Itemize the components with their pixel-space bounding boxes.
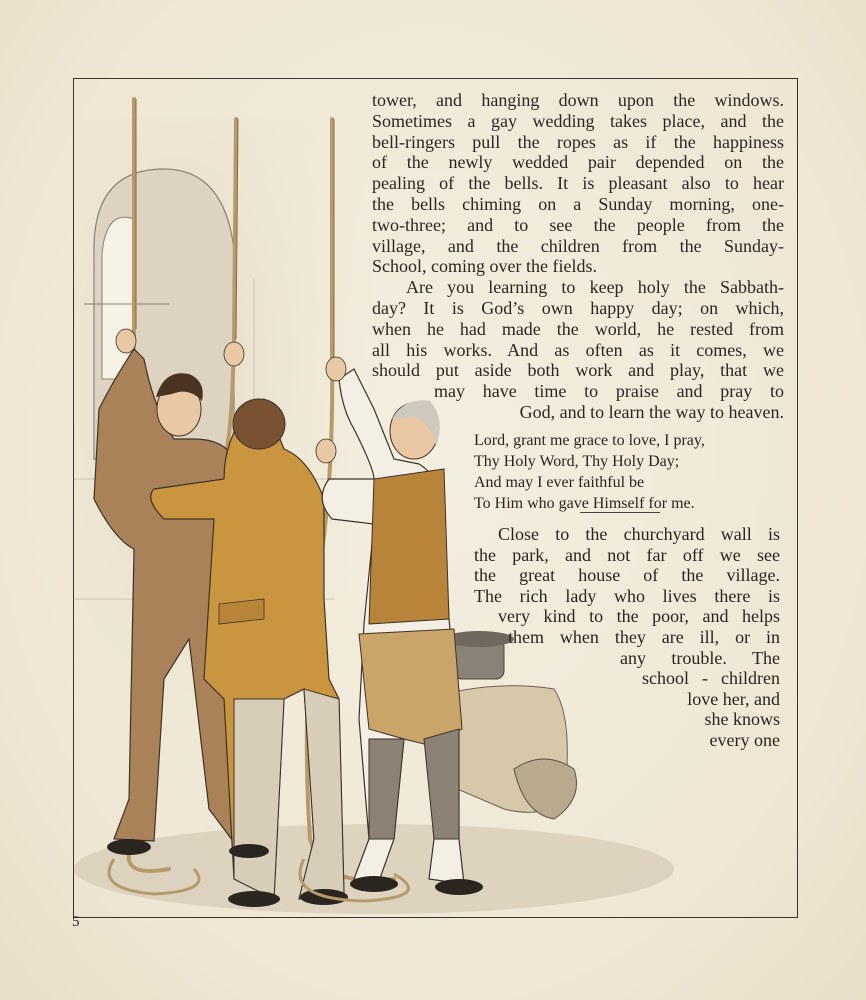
text-line: the bells chiming on a Sunday morning, one- (372, 193, 784, 214)
text-line: school - children (642, 668, 780, 689)
paragraph-block-3 (474, 524, 780, 751)
text-line: pealing of the bells. It is pleasant also to hear (372, 173, 784, 194)
paragraph-block-1 (372, 90, 784, 423)
text-line: Close to the churchyard wall is (498, 524, 780, 544)
text-line: the park, and not far off we see (474, 544, 780, 565)
text-line: may have time to praise and pray to (434, 381, 784, 402)
text-line: love her, and (687, 688, 780, 709)
text-line: should put aside both work and play, that we (372, 360, 784, 381)
text-line: very kind to the poor, and helps (498, 606, 780, 627)
text-line: the great house of the village. (474, 565, 780, 586)
text-line: all his works. And as often as it comes, we (372, 339, 784, 360)
text-line: The rich lady who lives there is (474, 585, 780, 606)
text-line: she knows (704, 709, 780, 730)
text-line: when he had made the world, he rested from (372, 318, 784, 339)
text-line: God, and to learn the way to heaven. (519, 401, 784, 422)
section-divider (580, 512, 660, 513)
text-line: every one (709, 729, 780, 750)
text-line: Are you learning to keep holy the Sabbath- (406, 277, 784, 298)
verse-line: Thy Holy Word, Thy Holy Day; (474, 453, 680, 470)
text-line: them when they are ill, or in (508, 626, 780, 647)
verse-line: And may I ever faithful be (474, 474, 645, 491)
verse-block (474, 430, 774, 514)
text-line: tower, and hanging down upon the windows. (372, 90, 784, 110)
verse-line: Lord, grant me grace to love, I pray, (474, 432, 705, 449)
text-line: of the newly wedded pair depended on the (372, 152, 784, 173)
text-line: village, and the children from the Sunday- (372, 235, 784, 256)
page-number: 5 (72, 914, 80, 930)
text-line: Sometimes a gay wedding takes place, and the (372, 110, 784, 131)
text-line: bell-ringers pull the ropes as if the happiness (372, 131, 784, 152)
text-line: two-three; and to see the people from the (372, 214, 784, 235)
text-line: any trouble. The (620, 647, 780, 668)
text-line: School, coming over the fields. (372, 256, 597, 277)
text-line: day? It is God’s own happy day; on which, (372, 297, 784, 318)
verse-line: To Him who gave Himself for me. (474, 495, 695, 512)
